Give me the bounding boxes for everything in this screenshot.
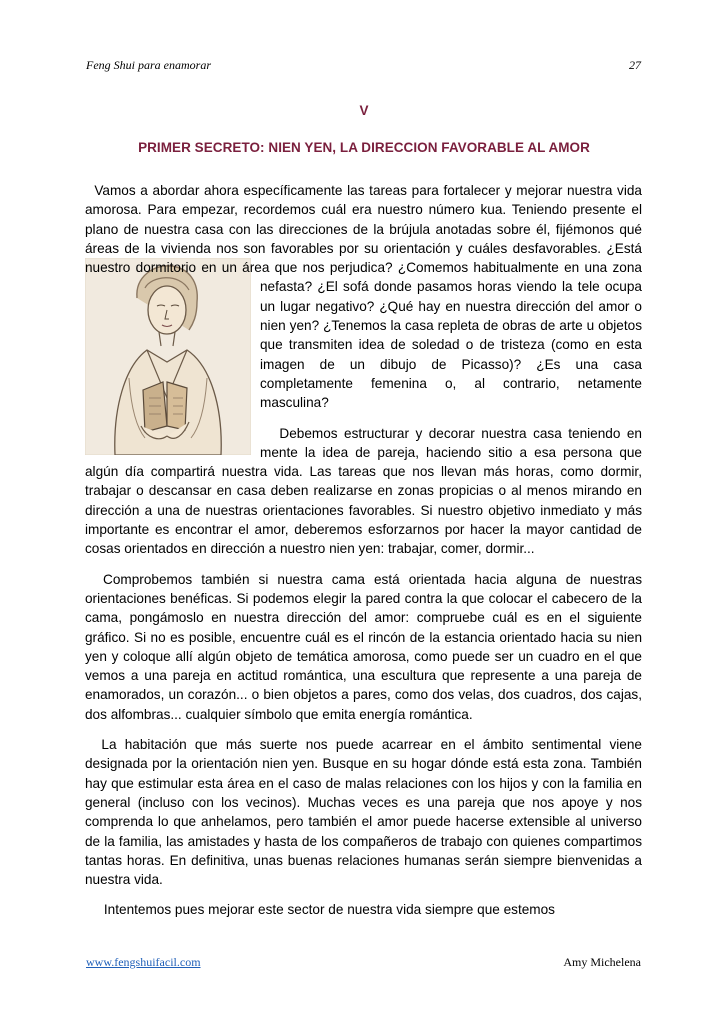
paragraph-1 xyxy=(85,181,642,413)
paragraph-3 xyxy=(85,570,642,724)
paragraph-3-text: Comprobemos también si nuestra cama está orientada hacia alguna de nuestras orientaciones benéficas. Si podemos elegir la pared contra la que colocar el cabecero de la cama, pongámoslo en nuestra dirección del amor: compruebe cuál es en el siguiente gráfico. Si no es posible, encuentre cuál es el rincón de la estancia orientado hacia su nien yen y coloque allí algún objeto de temática amorosa, como puede ser un cuadro en el que vemos a una pareja en actitud romántica, una escultura que represente a una pareja de enamorados, un corazón... o bien objetos a pares, como dos velas, dos cuadros, dos cajas, dos alfombras... cualquier símbolo que emita energía romántica. xyxy=(85,571,642,722)
paragraph-1-continued: perjudica? ¿Comemos habitualmente en una zona nefasta? ¿El sofá donde pasamos horas viendo la tele ocupa un lugar negativo? ¿Qué hay en nuestra dirección del amor o nien yen? ¿Tenemos la casa repleta de obras de arte u objetos que transmiten idea de soledad o de tristeza (como en esta imagen de un dibujo de Picasso)? ¿Es una casa completamente femenina o, al contrario, netamente masculina? xyxy=(260,260,642,411)
chapter-title: PRIMER SECRETO: NIEN YEN, LA DIRECCION FAVORABLE AL AMOR xyxy=(138,140,590,155)
picasso-drawing-image xyxy=(85,258,251,455)
page-number: 27 xyxy=(629,58,641,72)
paragraph-2-text: Debemos estructurar y decorar nuestra casa teniendo en mente la idea de pareja, haciendo sitio a esa persona que algún día compartirá nuestra vida. Las tareas que nos llevan más horas, como dormir, trabajar o descansar en casa deben realizarse en zonas propicias o al menos mirando en dirección a una de nuestras orientaciones favorables. Si nuestro objetivo inmediato y más importante es encontrar el amor, deberemos esforzarnos por hacer la mayor cantidad de cosas orientados en dirección a nuestro nien yen: trabajar, comer, dormir... xyxy=(85,425,642,557)
paragraph-5 xyxy=(85,900,642,919)
website-link[interactable]: www.fengshuifacil.com xyxy=(86,955,201,969)
paragraph-4 xyxy=(85,735,642,889)
paragraph-5-text: Intentemos pues mejorar este sector de nuestra vida siempre que estemos xyxy=(103,902,555,918)
paragraph-4-text: La habitación que más suerte nos puede acarrear en el ámbito sentimental viene designada por la orientación nien yen. Busque en su hogar dónde está esta zona. También hay que estimular esta área en el caso de malas relaciones con los hijos y con la familia en general (incluso con los vecinos). Muchas veces es una pareja que nos apoye y nos comprenda lo que anhelamos, pero también el amor puede hacerse extensible al universo de la familia, las amistades y hasta de los compañeros de trabajo con quienes compartimos tantas horas. En definitiva, unas buenas relaciones humanas serán siempre bienvenidas a nuestra vida. xyxy=(85,737,642,888)
article-body xyxy=(85,181,642,920)
paragraph-1-text: Vamos a abordar ahora específicamente las tareas para fortalecer y mejorar nuestra vida amorosa. Para empezar, recordemos cuál era nuestro número kua. Teniendo presente el plano de nuestra casa con las direcciones de la brújula anotadas sobre él, fijémonos qué áreas de la vivienda nos son favorables por su orientación y cuáles desfavorables. ¿Está nuestro dormitorio en un área que nos xyxy=(85,183,642,276)
paragraph-1-intro xyxy=(85,183,94,198)
author-name: Amy Michelena xyxy=(563,955,641,969)
running-header-title: Feng Shui para enamorar xyxy=(86,58,211,72)
chapter-numeral: V xyxy=(359,103,369,118)
